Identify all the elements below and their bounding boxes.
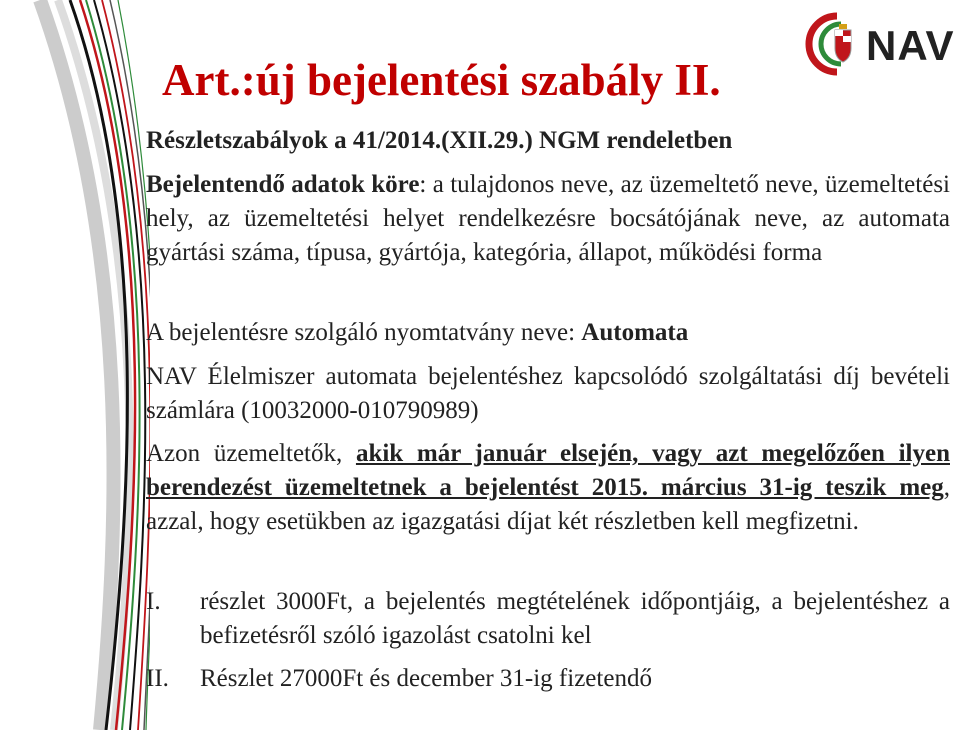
deadline-underlined: akik már január elsején, vagy azt megelőzően ilyen berendezést üzemeltetnek a bejelentést 2015. március 31-ig teszik meg — [146, 440, 950, 501]
list-item-number: I. — [146, 588, 161, 615]
deadline-post: , azzal, hogy esetükben az igazgatási díjat két részletben kell megfizetni. — [146, 474, 950, 535]
list-item-number: II. — [146, 665, 169, 692]
list-item-text: Részlet 27000Ft és december 31-ig fizetendő — [200, 665, 652, 692]
reporting-data-text: : a tulajdonos neve, az üzemeltető neve, üzemeltetési hely, az üzemeltetési helyet rendelkezésre bocsátójának neve, az automata gyártási száma, típusa, gyártója, kategória, állapot, működési forma — [146, 171, 950, 266]
decorative-stripes — [0, 0, 150, 730]
logo-text: NAV — [866, 22, 955, 69]
slide-title: Art.:új bejelentési szabály II. — [162, 55, 721, 105]
reporting-data-label: Bejelentendő adatok köre — [146, 171, 420, 198]
list-item-text: részlet 3000Ft, a bejelentés megtételének időpontjáig, a bejelentéshez a befizetésről szóló igazolást csatolni kel — [200, 588, 950, 649]
deadline-pre: Azon üzemeltetők, — [146, 440, 356, 467]
regulation-heading: Részletszabályok a 41/2014.(XII.29.) NGM rendeletben — [146, 127, 733, 154]
form-name-text: A bejelentésre szolgáló nyomtatvány neve: — [146, 319, 582, 346]
deadline-paragraph — [146, 437, 950, 539]
reporting-data-paragraph — [146, 168, 950, 270]
form-name-paragraph — [146, 316, 950, 350]
form-name-bold: Automata — [581, 319, 689, 346]
account-paragraph: NAV Élelmiszer automata bejelentéshez kapcsolódó szolgáltatási díj bevételi számlára (10032000-010790989) — [146, 363, 950, 424]
